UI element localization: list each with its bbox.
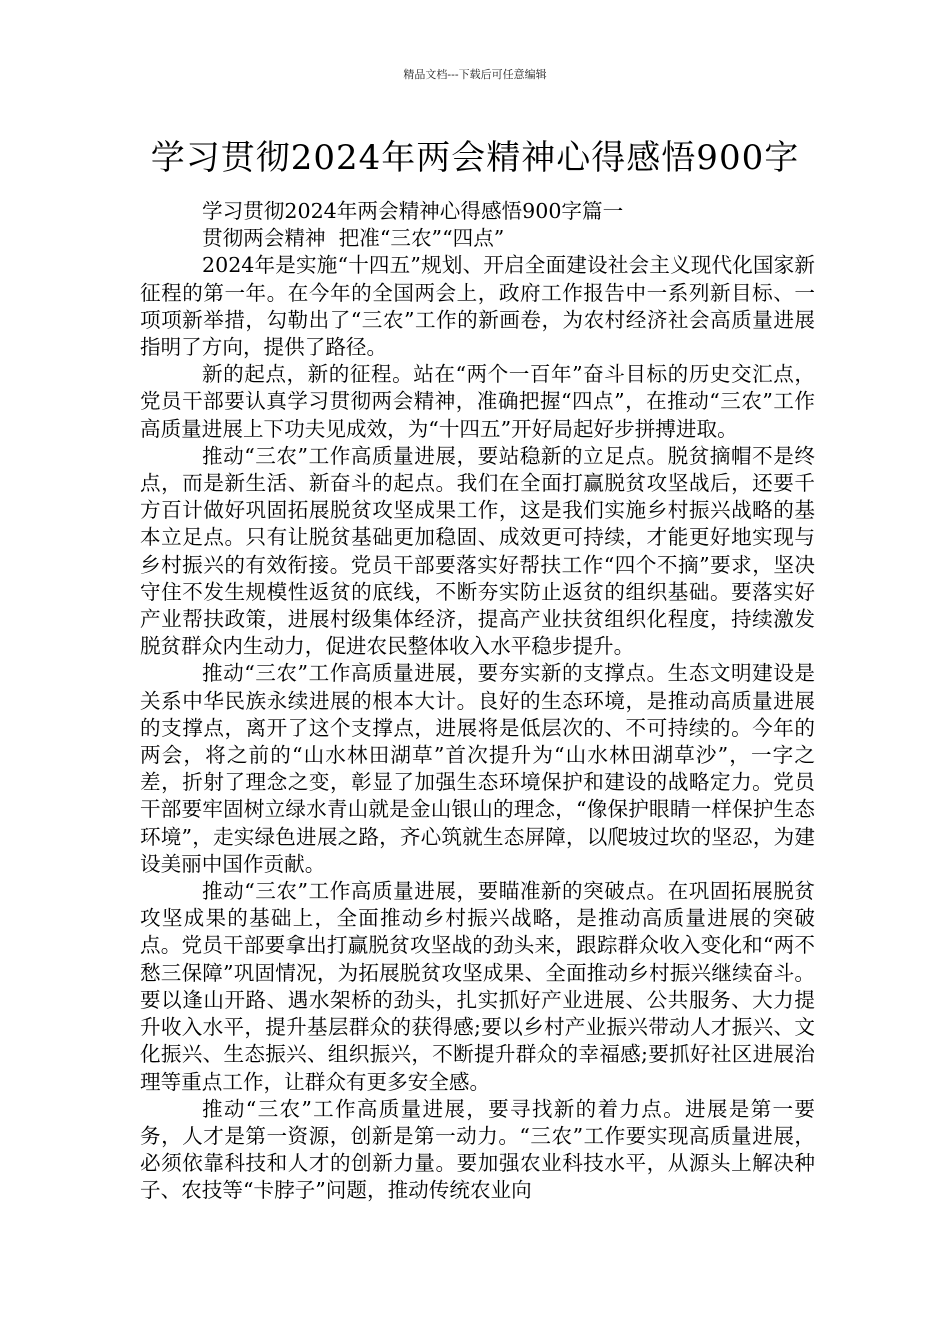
paragraph-2: 新的起点，新的征程。站在“两个一百年”奋斗目标的历史交汇点，党员干部要认真学习贯彻两会精神，准确把握“四点”，在推动“三农”工作高质量进展上下功夫见成效，为“十四五”开好局起好步拼搏进取。 — [140, 362, 815, 441]
article-heading: 贯彻两会精神 把准“三农”“四点” — [202, 226, 505, 251]
paragraph-4: 推动“三农”工作高质量进展，要夯实新的支撑点。生态文明建设是关系中华民族永续进展的根本大计。良好的生态环境，是推动高质量进展的支撑点，离开了这个支撑点，进展将是低层次的、不可持续的。今年的两会，将之前的“山水林田湖草”首次提升为“山水林田湖草沙”，一字之差，折射了理念之变，彰显了加强生态环境保护和建设的战略定力。党员干部要牢固树立绿水青山就是金山银山的理念，“像保护眼睛一样保护生态环境”，走实绿色进展之路，齐心筑就生态屏障，以爬坡过坎的坚忍，为建设美丽中国作贡献。 — [140, 661, 815, 876]
document-body — [140, 198, 815, 1205]
header-note: 精品文档---下载后可任意编辑 — [403, 68, 547, 81]
document-title: 学习贯彻2024年两会精神心得感悟900字 — [150, 138, 800, 178]
paragraph-5: 推动“三农”工作高质量进展，要瞄准新的突破点。在巩固拓展脱贫攻坚成果的基础上，全面推动乡村振兴战略，是推动高质量进展的突破点。党员干部要拿出打赢脱贫攻坚战的劲头来，跟踪群众收入变化和“两不愁三保障”巩固情况，为拓展脱贫攻坚成果、全面推动乡村振兴继续奋斗。要以逢山开路、遇水架桥的劲头，扎实抓好产业进展、公共服务、大力提升收入水平，提升基层群众的获得感;要以乡村产业振兴带动人才振兴、文化振兴、生态振兴、组织振兴，不断提升群众的幸福感;要抓好社区进展治理等重点工作，让群众有更多安全感。 — [140, 879, 815, 1094]
paragraph-1: 2024年是实施“十四五”规划、开启全面建设社会主义现代化国家新征程的第一年。在今年的全国两会上，政府工作报告中一系列新目标、一项项新举措，勾勒出了“三农”工作的新画卷，为农村经济社会高质量进展指明了方向，提供了路径。 — [140, 253, 815, 360]
paragraph-3: 推动“三农”工作高质量进展，要站稳新的立足点。脱贫摘帽不是终点，而是新生活、新奋斗的起点。我们在全面打赢脱贫攻坚战后，还要千方百计做好巩固拓展脱贫攻坚成果工作，这是我们实施乡村振兴战略的基本立足点。只有让脱贫基础更加稳固、成效更可持续，才能更好地实现与乡村振兴的有效衔接。党员干部要落实好帮扶工作“四个不摘”要求，坚决守住不发生规模性返贫的底线，不断夯实防止返贫的组织基础。要落实好产业帮扶政策，进展村级集体经济，提高产业扶贫组织化程度，持续激发脱贫群众内生动力，促进农民整体收入水平稳步提升。 — [140, 443, 815, 659]
article-subtitle: 学习贯彻2024年两会精神心得感悟900字篇一 — [202, 199, 624, 223]
paragraph-6: 推动“三农”工作高质量进展，要寻找新的着力点。进展是第一要务，人才是第一资源，创新是第一动力。“三农”工作要实现高质量进展，必须依靠科技和人才的创新力量。要加强农业科技水平，从源头上解决种子、农技等“卡脖子”问题，推动传统农业向 — [140, 1096, 815, 1203]
